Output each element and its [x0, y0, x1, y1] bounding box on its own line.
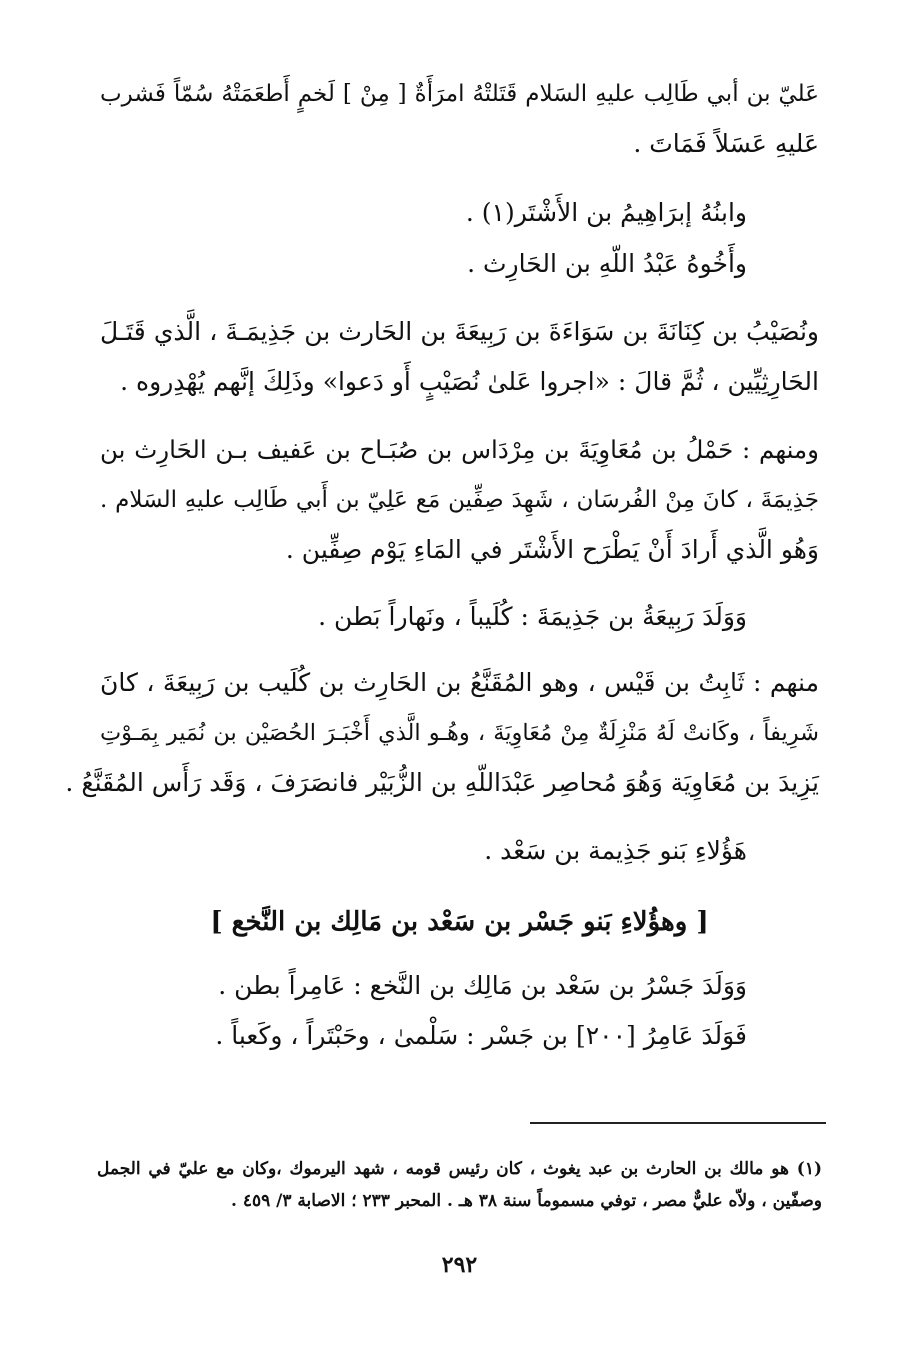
text-line: وأَخُوهُ عَبْدُ اللّهِ بن الحَارِث .	[467, 249, 747, 278]
footnote-line: (١) هو مالك بن الحارث بن عبد يغوث ، كان رئيس قومه ، شهد اليرموك ،وكان مع عليّ في الجمل	[97, 1159, 822, 1179]
text-line: ونُصَيْبُ بن كِنَانَةَ بن سَوَاءَةَ بن رَبِيعَةَ بن الحَارث بن جَذِيمَـةَ ، الَّذي قَتَـلَ	[100, 317, 819, 346]
text-line: عَليّ بن أبي طَالِب عليهِ السَلام قَتَلتْهُ امرَأَةٌ [ مِنْ ] لَخمٍ أَطعَمَتْهُ سُمّاً فَشرب	[100, 81, 819, 107]
text-line: جَذِيمَةَ ، كانَ مِنْ الفُرسَان ، شَهِدَ صِفِّين مَع عَلِيّ بن أَبي طَالِب عليهِ السَلام .	[100, 487, 819, 513]
page-number: ٢٩٢	[441, 1252, 478, 1278]
text-line: ومنهم : حَمْلُ بن مُعَاوِيَةَ بن مِرْدَاس بن صُبَـاح بن عَفيف بـن الحَارِث بن	[100, 435, 819, 464]
text-line: وَوَلَدَ جَسْرُ بن سَعْد بن مَالِك بن النَّخع : عَامِراً بطن .	[218, 971, 747, 1000]
text-line: وابنُهُ إبرَاهِيمُ بن الأَشْتَر(١) .	[465, 198, 747, 227]
text-line: شَرِيفاً ، وكَانتْ لَهُ مَنْزِلَةٌ مِنْ مُعَاوِيَةَ ، وهُـو الَّذي أَخْبَـرَ الحُصَيْن بن نُمَير بِمَـوْتِ	[100, 720, 819, 746]
text-line: عَليهِ عَسَلاً فَمَاتَ .	[633, 129, 819, 158]
text-line: فَوَلَدَ عَامِرُ [٢٠٠] بن جَسْر : سَلْمىٰ ، وحَبْتَراً ، وكَعباً .	[215, 1021, 747, 1050]
text-line: وَهُو الَّذي أَرادَ أَنْ يَطْرَح الأَشْتَر في المَاءِ يَوْم صِفِّين .	[285, 535, 819, 564]
footnote-separator	[530, 1122, 826, 1124]
text-line: وَوَلَدَ رَبِيعَةُ بن جَذِيمَةَ : كُلَيباً ، ونَهاراً بَطن .	[318, 602, 747, 631]
footnote-line: وصفّين ، ولاّه عليٌّ مصر ، توفي مسموماً سنة ٣٨ هـ . المحبر ٢٣٣ ؛ الاصابة ٣/ ٤٥٩ .	[230, 1191, 822, 1211]
text-line: الحَارِثِيِّين ، ثُمَّ قالَ : «اجروا عَلىٰ نُصَيْبٍ أَو دَعوا» وذَلِكَ إنَّهم يُهْدِروه .	[120, 367, 819, 396]
text-line: منهم : ثَابِتُ بن قَيْس ، وهو المُقَنَّعُ بن الحَارِث بن كُلَيب بن رَبِيعَةَ ، كانَ	[100, 668, 819, 697]
text-line: هَؤُلاءِ بَنو جَذِيمة بن سَعْد .	[484, 836, 747, 865]
text-line: يَزِيدَ بن مُعَاوِيَة وَهُوَ مُحاصِر عَبْدَاللّهِ بن الزُّبَيْر فانصَرَفَ ، وَقَد رَأَس المُقَنَّعُ .	[65, 768, 819, 797]
section-heading: [ وهؤُلاءِ بَنو جَسْر بن سَعْد بن مَالِك بن النَّخع ]	[210, 907, 709, 937]
